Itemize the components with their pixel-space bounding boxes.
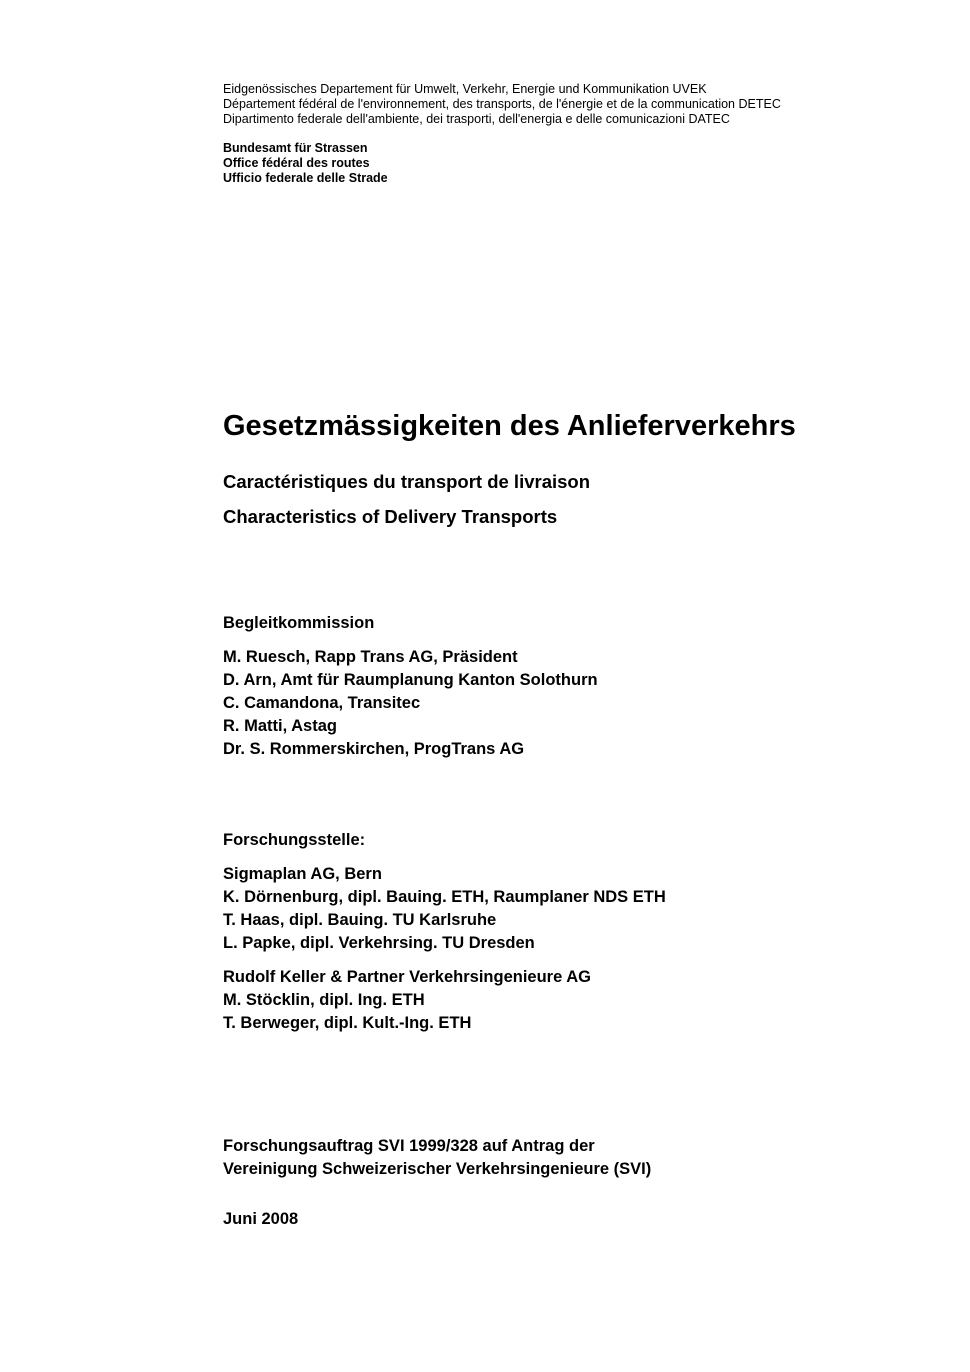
research-group-keller (223, 966, 666, 1035)
subtitles (223, 464, 590, 534)
research-line: K. Dörnenburg, dipl. Bauing. ETH, Raumplaner NDS ETH (223, 888, 666, 906)
contract-line: Vereinigung Schweizerischer Verkehrsingenieure (SVI) (223, 1160, 652, 1178)
office-line-de: Bundesamt für Strassen (223, 141, 368, 155)
commission-member: C. Camandona, Transitec (223, 694, 421, 712)
research-line: Sigmaplan AG, Bern (223, 865, 382, 883)
publication-date: Juni 2008 (223, 1210, 299, 1228)
contract-section (223, 1135, 651, 1181)
department-header (223, 82, 781, 127)
department-line-it: Dipartimento federale dell'ambiente, dei trasporti, dell'energia e delle comunicazioni DATEC (223, 112, 730, 126)
office-line-it: Ufficio federale delle Strade (223, 171, 388, 185)
commission-member: Dr. S. Rommerskirchen, ProgTrans AG (223, 740, 525, 758)
subtitle-fr: Caractéristiques du transport de livraison (223, 471, 591, 492)
research-line: L. Papke, dipl. Verkehrsing. TU Dresden (223, 934, 535, 952)
office-line-fr: Office fédéral des routes (223, 156, 370, 170)
research-line: T. Berweger, dipl. Kult.-Ing. ETH (223, 1014, 472, 1032)
group-spacer (223, 955, 666, 966)
office-header (223, 141, 388, 186)
document-title: Gesetzmässigkeiten des Anlieferverkehrs (223, 410, 796, 442)
research-line: Rudolf Keller & Partner Verkehrsingenieure AG (223, 968, 591, 986)
contract-line: Forschungsauftrag SVI 1999/328 auf Antrag der (223, 1137, 595, 1155)
commission-heading: Begleitkommission (223, 614, 375, 632)
commission-member: M. Ruesch, Rapp Trans AG, Präsident (223, 648, 518, 666)
department-line-fr: Département fédéral de l'environnement, des transports, de l'énergie et de la communication DETEC (223, 97, 781, 111)
research-line: T. Haas, dipl. Bauing. TU Karlsruhe (223, 911, 497, 929)
research-line: M. Stöcklin, dipl. Ing. ETH (223, 991, 425, 1009)
commission-member: R. Matti, Astag (223, 717, 337, 735)
commission-member: D. Arn, Amt für Raumplanung Kanton Solothurn (223, 671, 598, 689)
research-group-sigmaplan (223, 863, 666, 955)
research-section (223, 829, 666, 1035)
department-line-de: Eidgenössisches Departement für Umwelt, Verkehr, Energie und Kommunikation UVEK (223, 82, 707, 96)
research-heading: Forschungsstelle: (223, 831, 366, 849)
commission-section (223, 612, 598, 761)
subtitle-en: Characteristics of Delivery Transports (223, 506, 558, 527)
